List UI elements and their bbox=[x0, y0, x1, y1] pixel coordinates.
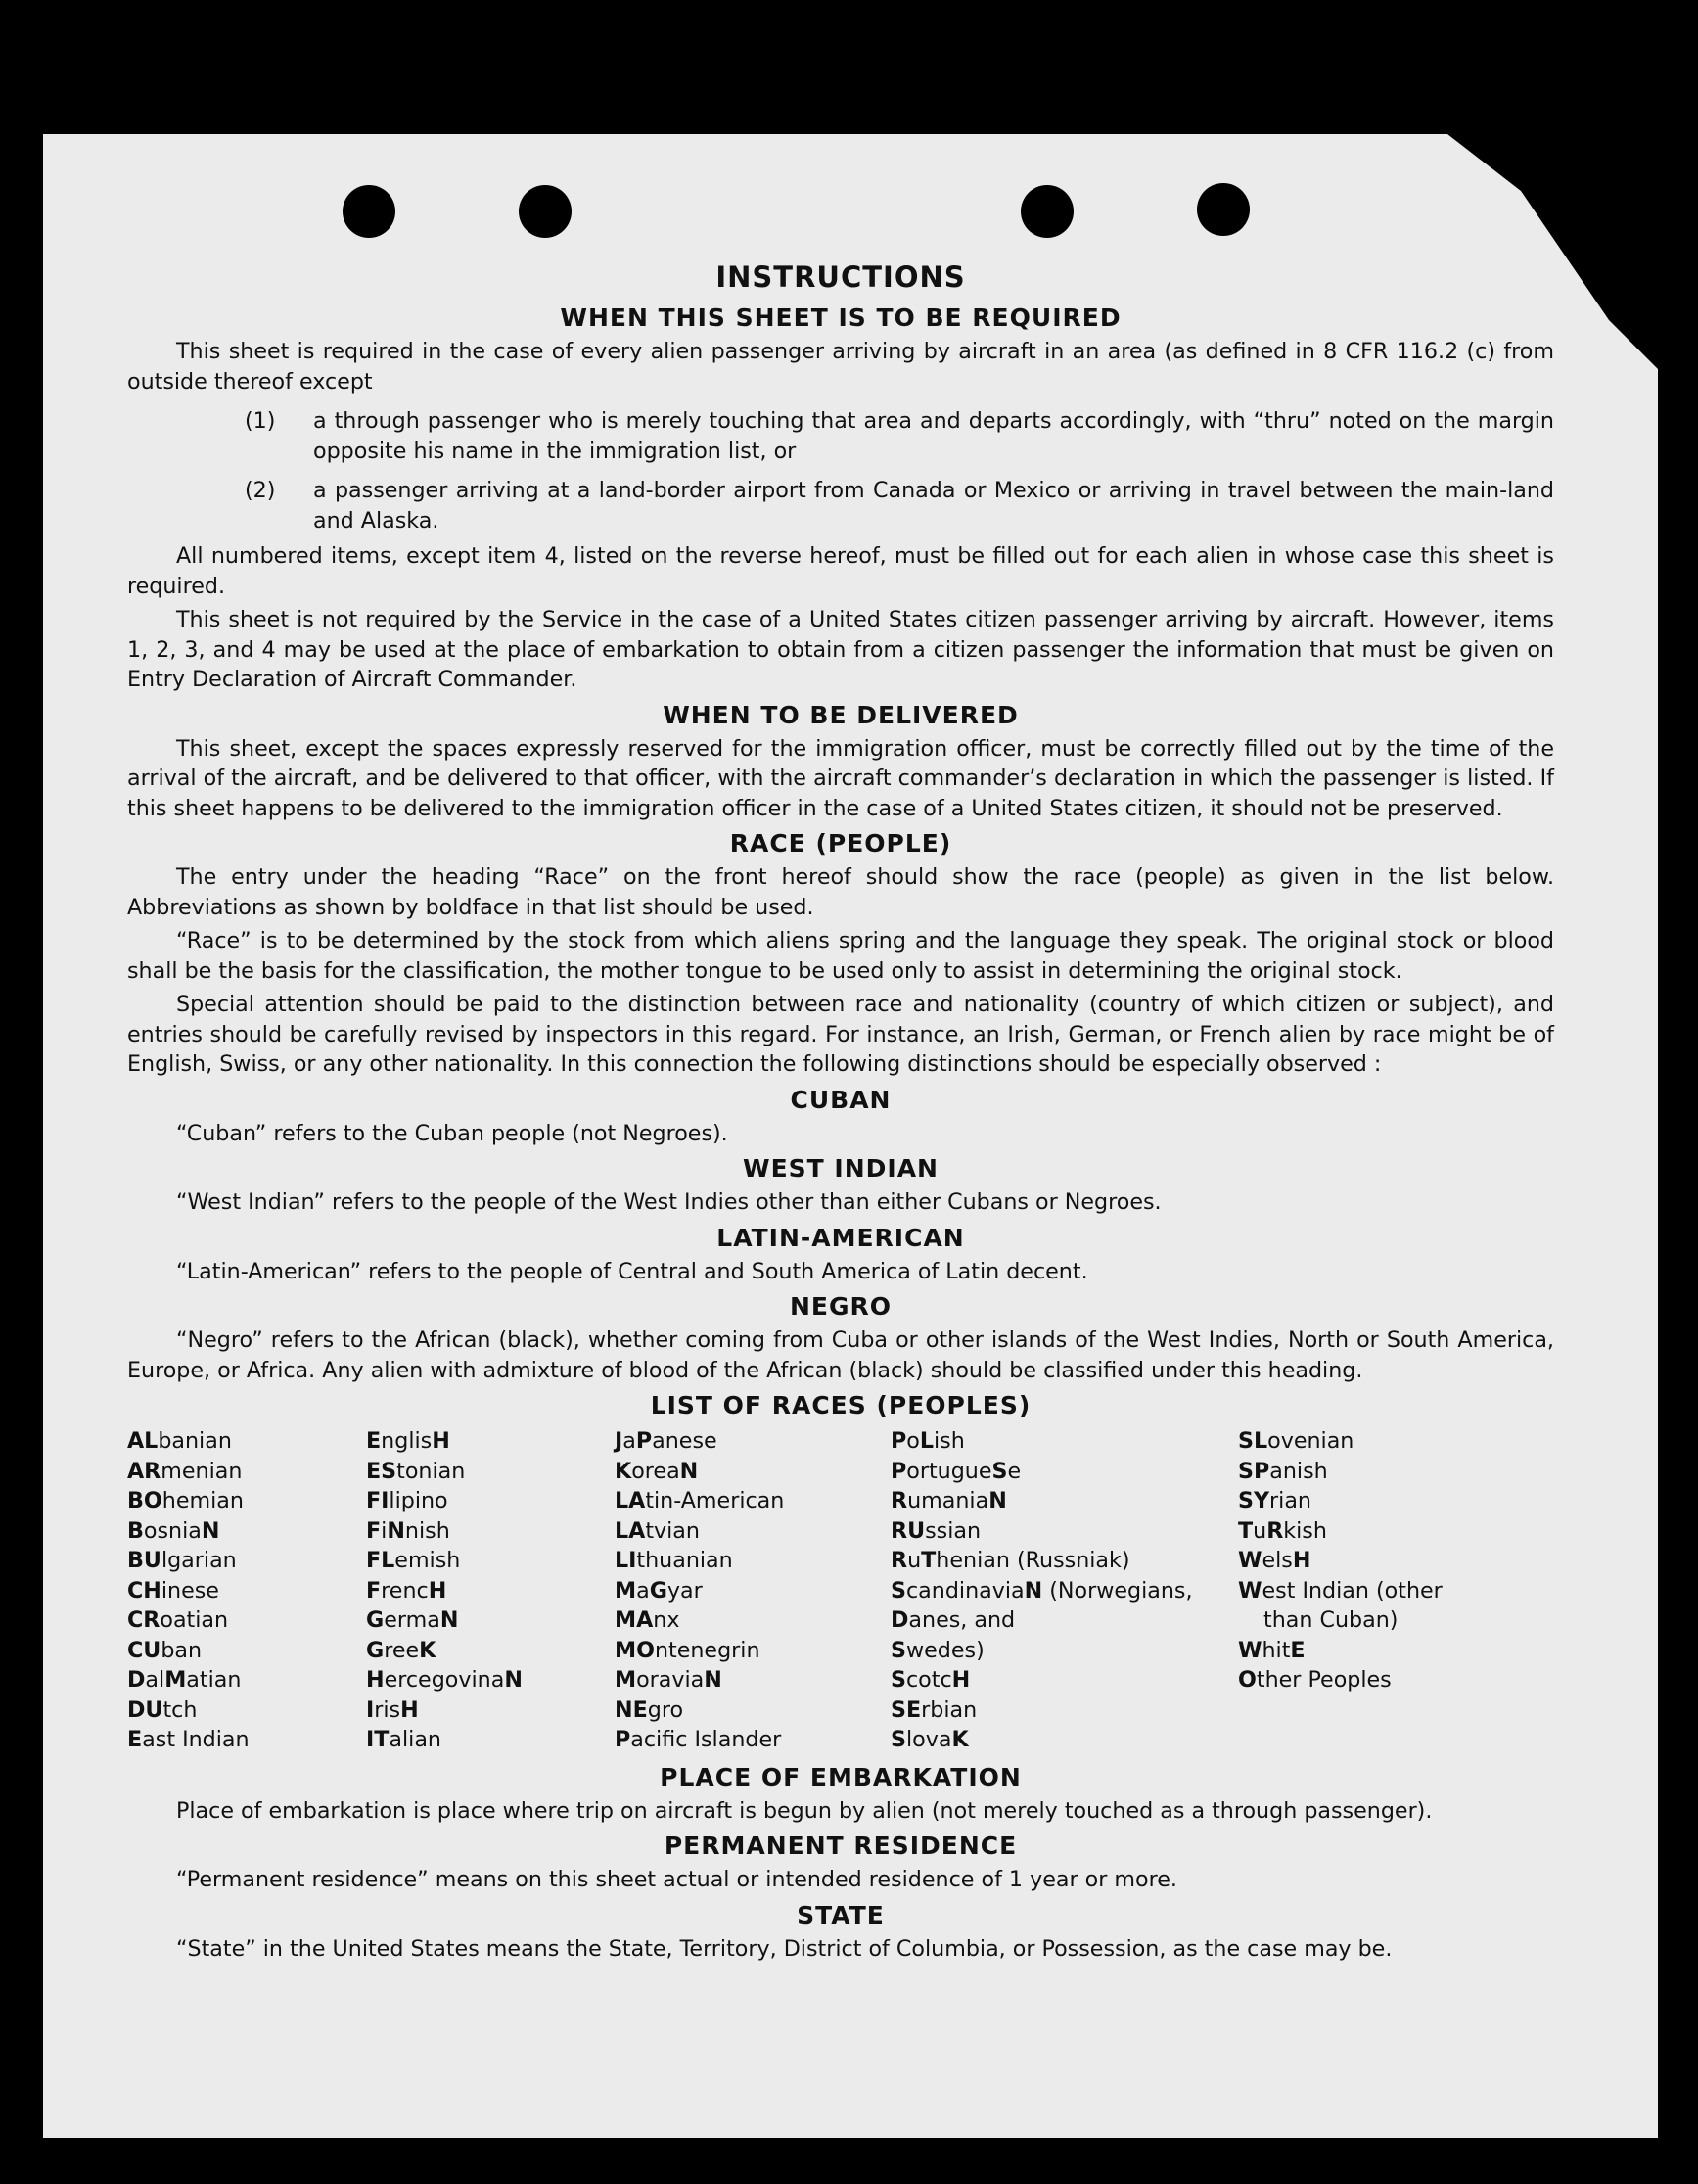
section-heading-list-of-races: LIST OF RACES (PEOPLES) bbox=[650, 1391, 1032, 1419]
race-entry: MoraviaN bbox=[615, 1667, 722, 1693]
race-entry: than Cuban) bbox=[1263, 1607, 1399, 1633]
section-heading-delivered: WHEN TO BE DELIVERED bbox=[663, 700, 1019, 729]
race-entry: WelsH bbox=[1238, 1548, 1311, 1573]
race-entry: CRoatian bbox=[127, 1607, 229, 1633]
item-number: (1) bbox=[245, 408, 276, 434]
paragraph: This sheet is not required by the Service in the case of a United States citizen passenger arriving by aircraft. However, items 1, 2, 3, and 4 may be used at the place of embarkation to obtain from a citizen passenger the information that must be given on Entry Declaration of Aircraft Commander. bbox=[127, 607, 1554, 692]
race-entry: Pacific Islander bbox=[615, 1727, 782, 1752]
race-entry: FrencH bbox=[366, 1577, 447, 1603]
race-entry: SLovenian bbox=[1238, 1428, 1354, 1454]
race-entry: BOhemian bbox=[127, 1488, 244, 1513]
paragraph: “Race” is to be determined by the stock from which aliens spring and the language they speak. The original stock or blood shall be the basis for the classification, the mother tongue to be used only to assist in determining the original stock. bbox=[127, 928, 1554, 984]
paragraph: “Cuban” refers to the Cuban people (not Negroes). bbox=[176, 1120, 728, 1146]
race-entry: Danes, and bbox=[891, 1607, 1016, 1633]
race-entry: GreeK bbox=[366, 1637, 436, 1663]
item-number: (2) bbox=[245, 478, 276, 503]
race-entry: LAtin-American bbox=[615, 1488, 785, 1513]
paragraph: Special attention should be paid to the distinction between race and nationality (country of which citizen or subject), and entries should be carefully revised by inspectors in this regard. For instance, an Irish, German, or French alien by race might be of English, Swiss, or any other nationality. In this connection the following distinctions should be especially observed : bbox=[127, 992, 1554, 1077]
section-heading-latin-american: LATIN-AMERICAN bbox=[716, 1223, 965, 1252]
race-entry: BosniaN bbox=[127, 1517, 220, 1544]
race-entry: SPanish bbox=[1238, 1458, 1328, 1484]
race-entry: JaPanese bbox=[615, 1428, 717, 1454]
races-column bbox=[615, 1426, 891, 1755]
race-entry: East Indian bbox=[127, 1727, 250, 1752]
race-entry: RumaniaN bbox=[891, 1488, 1007, 1513]
race-entry: EnglisH bbox=[366, 1428, 450, 1454]
section-heading-residence: PERMANENT RESIDENCE bbox=[664, 1832, 1018, 1860]
race-entry: DalMatian bbox=[127, 1667, 242, 1693]
race-entry: SlovaK bbox=[891, 1727, 969, 1752]
paragraph: “Permanent residence” means on this sheet actual or intended residence of 1 year or more. bbox=[176, 1867, 1177, 1892]
race-entry: CUban bbox=[127, 1637, 203, 1663]
race-entry: MaGyar bbox=[615, 1577, 703, 1603]
race-entry: Other Peoples bbox=[1238, 1667, 1392, 1693]
paragraph: “State” in the United States means the State, Territory, District of Columbia, or Possession, as the case may be. bbox=[176, 1935, 1393, 1962]
races-column bbox=[127, 1426, 366, 1755]
race-entry: SErbian bbox=[891, 1696, 978, 1723]
race-entry: HercegovinaN bbox=[366, 1667, 523, 1693]
race-entry: MOntenegrin bbox=[615, 1637, 760, 1663]
race-entry: ALbanian bbox=[127, 1428, 232, 1454]
punch-hole bbox=[1021, 185, 1074, 238]
races-column bbox=[891, 1426, 1238, 1755]
race-entry: KoreaN bbox=[615, 1458, 699, 1484]
paragraph: “Negro” refers to the African (black), whether coming from Cuba or other islands of the West Indies, North or South America, Europe, or Africa. Any alien with admixture of blood of the African (black) should be classified under this heading. bbox=[127, 1327, 1554, 1383]
paragraph: This sheet, except the spaces expressly reserved for the immigration officer, must be correctly filled out by the time of the arrival of the aircraft, and be delivered to that officer, with the aircraft commander’s declaration in which the passenger is listed. If this sheet happens to be delivered to the immigration officer in the case of a United States citizen, it should not be preserved. bbox=[127, 735, 1554, 821]
section-heading-state: STATE bbox=[797, 1900, 885, 1929]
race-entry: EStonian bbox=[366, 1458, 466, 1484]
race-entry: MAnx bbox=[615, 1607, 680, 1633]
punch-hole bbox=[519, 185, 572, 238]
race-entry: PoLish bbox=[891, 1428, 965, 1454]
paragraph: “Latin-American” refers to the people of Central and South America of Latin decent. bbox=[176, 1258, 1088, 1284]
section-heading-embarkation: PLACE OF EMBARKATION bbox=[660, 1762, 1022, 1791]
race-entry: ScotcH bbox=[891, 1667, 971, 1693]
paragraph: The entry under the heading “Race” on the front hereof should show the race (people) as given in the list below. Abbreviations as shown by boldface in that list should be used. bbox=[127, 864, 1554, 920]
page-title: INSTRUCTIONS bbox=[715, 260, 966, 294]
race-entry: West Indian (other bbox=[1238, 1577, 1443, 1603]
race-entry: FIlipino bbox=[366, 1488, 448, 1513]
item-text: a passenger arriving at a land-border airport from Canada or Mexico or arriving in travel between the main-land and Alaska. bbox=[313, 478, 1554, 534]
race-entry: ARmenian bbox=[127, 1458, 243, 1484]
paragraph: “West Indian” refers to the people of the West Indies other than either Cubans or Negroes. bbox=[176, 1189, 1162, 1215]
race-entry: RuThenian (Russniak) bbox=[891, 1548, 1130, 1573]
race-entry: ITalian bbox=[366, 1727, 441, 1752]
paragraph: Place of embarkation is place where trip on aircraft is begun by alien (not merely touched as a through passenger). bbox=[176, 1797, 1433, 1824]
paragraph: All numbered items, except item 4, listed on the reverse hereof, must be filled out for each alien in whose case this sheet is required. bbox=[127, 543, 1554, 599]
race-entry: NEgro bbox=[615, 1696, 684, 1723]
punch-hole bbox=[343, 185, 395, 238]
instructions-content bbox=[127, 256, 1554, 1968]
race-entry: WhitE bbox=[1238, 1637, 1306, 1663]
race-entry: SYrian bbox=[1238, 1488, 1311, 1513]
race-entry: RUssian bbox=[891, 1517, 982, 1544]
section-heading-cuban: CUBAN bbox=[790, 1085, 892, 1114]
race-entry: FLemish bbox=[366, 1548, 461, 1573]
section-heading-required: WHEN THIS SHEET IS TO BE REQUIRED bbox=[560, 303, 1122, 332]
race-entry: Swedes) bbox=[891, 1637, 985, 1663]
paragraph: This sheet is required in the case of every alien passenger arriving by aircraft in an area (as defined in 8 CFR 116.2 (c) from outside thereof except bbox=[127, 339, 1554, 395]
race-entry: LAtvian bbox=[615, 1517, 700, 1544]
race-entry: LIthuanian bbox=[615, 1548, 733, 1573]
section-heading-negro: NEGRO bbox=[789, 1292, 893, 1321]
item-text: a through passenger who is merely touching that area and departs accordingly, with “thru” noted on the margin opposite his name in the immigration list, or bbox=[313, 408, 1554, 464]
race-entry: GermaN bbox=[366, 1607, 459, 1633]
races-column bbox=[1238, 1426, 1532, 1755]
races-column bbox=[366, 1426, 615, 1755]
race-entry: DUtch bbox=[127, 1696, 198, 1723]
race-entry: TuRkish bbox=[1238, 1517, 1327, 1544]
race-entry: FiNnish bbox=[366, 1517, 450, 1544]
race-entry: CHinese bbox=[127, 1577, 219, 1603]
races-list bbox=[127, 1426, 1554, 1755]
race-entry: ScandinaviaN (Norwegians, bbox=[891, 1577, 1193, 1603]
punch-hole bbox=[1197, 183, 1250, 236]
list-item bbox=[127, 406, 1554, 466]
list-item bbox=[127, 476, 1554, 535]
section-heading-race: RACE (PEOPLE) bbox=[729, 829, 952, 858]
race-entry: IrisH bbox=[366, 1696, 419, 1723]
section-heading-west-indian: WEST INDIAN bbox=[743, 1154, 939, 1183]
race-entry: BUlgarian bbox=[127, 1548, 237, 1573]
race-entry: PortugueSe bbox=[891, 1458, 1022, 1484]
